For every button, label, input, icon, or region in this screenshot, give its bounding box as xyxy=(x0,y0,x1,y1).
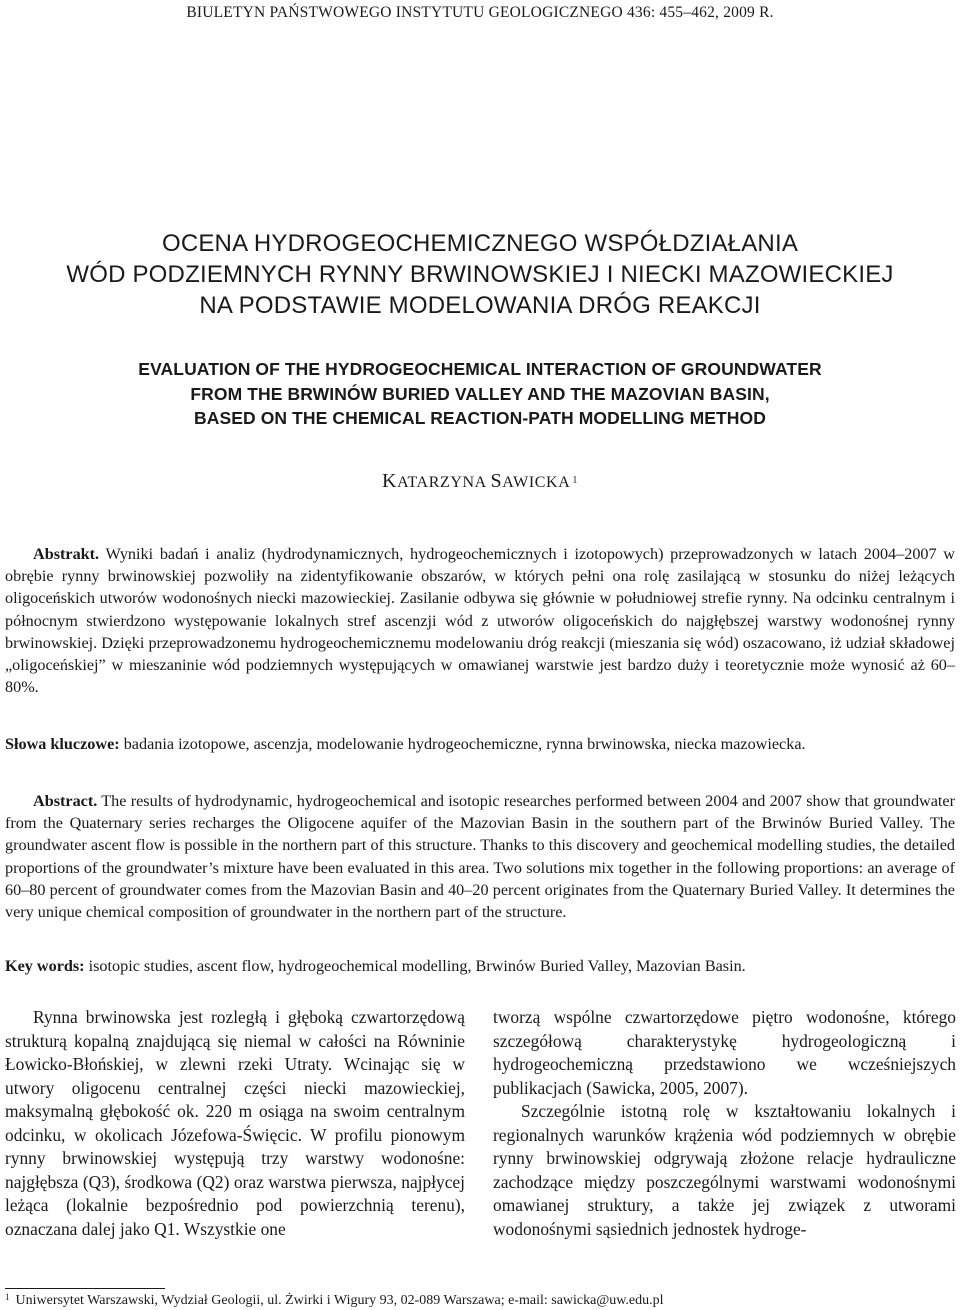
title-polish xyxy=(40,228,920,321)
author-last-rest: AWICKA xyxy=(502,474,571,491)
footnote-mark: 1 xyxy=(5,1292,10,1302)
footnote xyxy=(5,1292,955,1310)
body-paragraph: tworzą wspólne czwartorzędowe piętro wodonośne, którego szczegółową charakterystykę hydrogeologiczną i hydrogeochemiczną przedstawiono we wcześniejszych publikacjach (Sawicka, 2005, 2007). xyxy=(493,1007,956,1098)
author-name xyxy=(0,470,960,493)
title-polish-line: WÓD PODZIEMNYCH RYNNY BRWINOWSKIEJ I NIECKI MAZOWIECKIEJ xyxy=(66,261,894,288)
title-english xyxy=(40,357,920,431)
body-column-left xyxy=(5,1006,465,1241)
title-polish-line: NA PODSTAWIE MODELOWANIA DRÓG REAKCJI xyxy=(199,292,761,319)
author-initial: S xyxy=(490,470,503,492)
abstract-english xyxy=(5,790,955,923)
body-paragraph: Rynna brwinowska jest rozległą i głęboką czwartorzędową strukturą kopalną znajdującą się niemal w całości na Równinie Łowicko-Błońskiej, w zlewni rzeki Utraty. Wcinając się w utwory oligocenu centralnej części niecki mazowieckiej, maksymalną głębokość ok. 220 m osiąga na swoim centralnym odcinku, w okolicach Józefowa-Święcic. W profilu pionowym rynny brwinowskiej występują trzy warstwy wodonośne: najgłębsza (Q3), środkowa (Q2) oraz warstwa pierwsza, najpłycej leżąca (lokalnie bezpośrednio pod powierzchnią terenu), oznaczana dalej jako Q1. Wszystkie one xyxy=(5,1007,465,1239)
abstract-polish-label: Abstrakt. xyxy=(33,545,100,563)
author-footnote-mark: 1 xyxy=(572,475,578,486)
keywords-english-label: Key words: xyxy=(5,957,85,975)
title-english-line: BASED ON THE CHEMICAL REACTION-PATH MODELLING METHOD xyxy=(194,408,766,428)
title-english-line: FROM THE BRWINÓW BURIED VALLEY AND THE MAZOVIAN BASIN, xyxy=(190,383,770,404)
abstract-polish-text: Wyniki badań i analiz (hydrodynamicznych, hydrogeochemicznych i izotopowych) przeprowadzonych w latach 2004–2007 w obrębie rynny brwinowskiej pozwoliły na zidentyfikowanie obszarów, w których pełni ona rolę zasilającą w stosunku do niżej leżących oligoceńskich utworów wodonośnych niecki mazowieckiej. Zasilanie odbywa się głównie w południowej strefie rynny. Na odcinku centralnym i północnym stwierdzono występowanie lokalnych stref ascenzji wód z utworów oligoceńskich do najgłębszej warstwy wodonośnej rynny brwinowskiej. Dzięki przeprowadzonemu hydrogeochemicznemu modelowaniu dróg reakcji (mieszania się wód) oszacowano, iż udział składowej „oligoceńskiej” w mieszaninie wód podziemnych występujących w omawianej warstwie jest bardzo duży i teoretycznie może wynosić aż 60–80%. xyxy=(5,545,955,697)
title-polish-line: OCENA HYDROGEOCHEMICZNEGO WSPÓŁDZIAŁANIA xyxy=(161,230,799,257)
keywords-english xyxy=(5,955,955,977)
keywords-english-text: isotopic studies, ascent flow, hydrogeochemical modelling, Brwinów Buried Valley, Mazovian Basin. xyxy=(88,957,746,975)
keywords-polish xyxy=(5,733,955,755)
author-first-rest: ATARZYNA xyxy=(397,474,486,491)
keywords-polish-text: badania izotopowe, ascenzja, modelowanie hydrogeochemiczne, rynna brwinowska, niecka mazowiecka. xyxy=(123,735,806,753)
title-english-line: EVALUATION OF THE HYDROGEOCHEMICAL INTERACTION OF GROUNDWATER xyxy=(138,359,822,379)
abstract-english-text: The results of hydrodynamic, hydrogeochemical and isotopic researches performed between 2004 and 2007 show that groundwater from the Quaternary series recharges the Oligocene aquifer of the Mazovian Basin in the southern part of the Brwinów Buried Valley. The groundwater ascent flow is possible in the northern part of this structure. Thanks to this discovery and geochemical modelling studies, the detailed proportions of the groundwater’s mixture have been evaluated in this area. Two solutions mix together in the following proportions: an average of 60–80 percent of groundwater comes from the Mazovian Basin and 40–20 percent originates from the Quaternary Buried Valley. It determines the very unique chemical composition of groundwater in the northern part of the structure. xyxy=(5,792,955,922)
abstract-polish xyxy=(5,543,955,698)
body-paragraph: Szczególnie istotną rolę w kształtowaniu lokalnych i regionalnych warunków krążenia wód podziemnych w obrębie rynny brwinowskiej odgrywają złożone relacje hydrauliczne zachodzące między poszczególnymi warstwami wodonośnymi omawianej struktury, a także jej związek z utworami wodonośnymi sąsiednich jednostek hydroge- xyxy=(493,1101,956,1239)
keywords-polish-label: Słowa kluczowe: xyxy=(5,735,120,753)
footnote-divider xyxy=(5,1288,165,1289)
author-initial: K xyxy=(382,470,398,492)
abstract-english-label: Abstract. xyxy=(33,792,98,810)
body-paragraph-indented xyxy=(493,1100,956,1241)
body-column-right xyxy=(493,1006,956,1241)
footnote-text: Uniwersytet Warszawski, Wydział Geologii, ul. Żwirki i Wigury 93, 02-089 Warszawa; e-mail: sawicka@uw.edu.pl xyxy=(15,1293,664,1308)
running-head: BIULETYN PAŃSTWOWEGO INSTYTUTU GEOLOGICZNEGO 436: 455–462, 2009 R. xyxy=(186,4,774,21)
